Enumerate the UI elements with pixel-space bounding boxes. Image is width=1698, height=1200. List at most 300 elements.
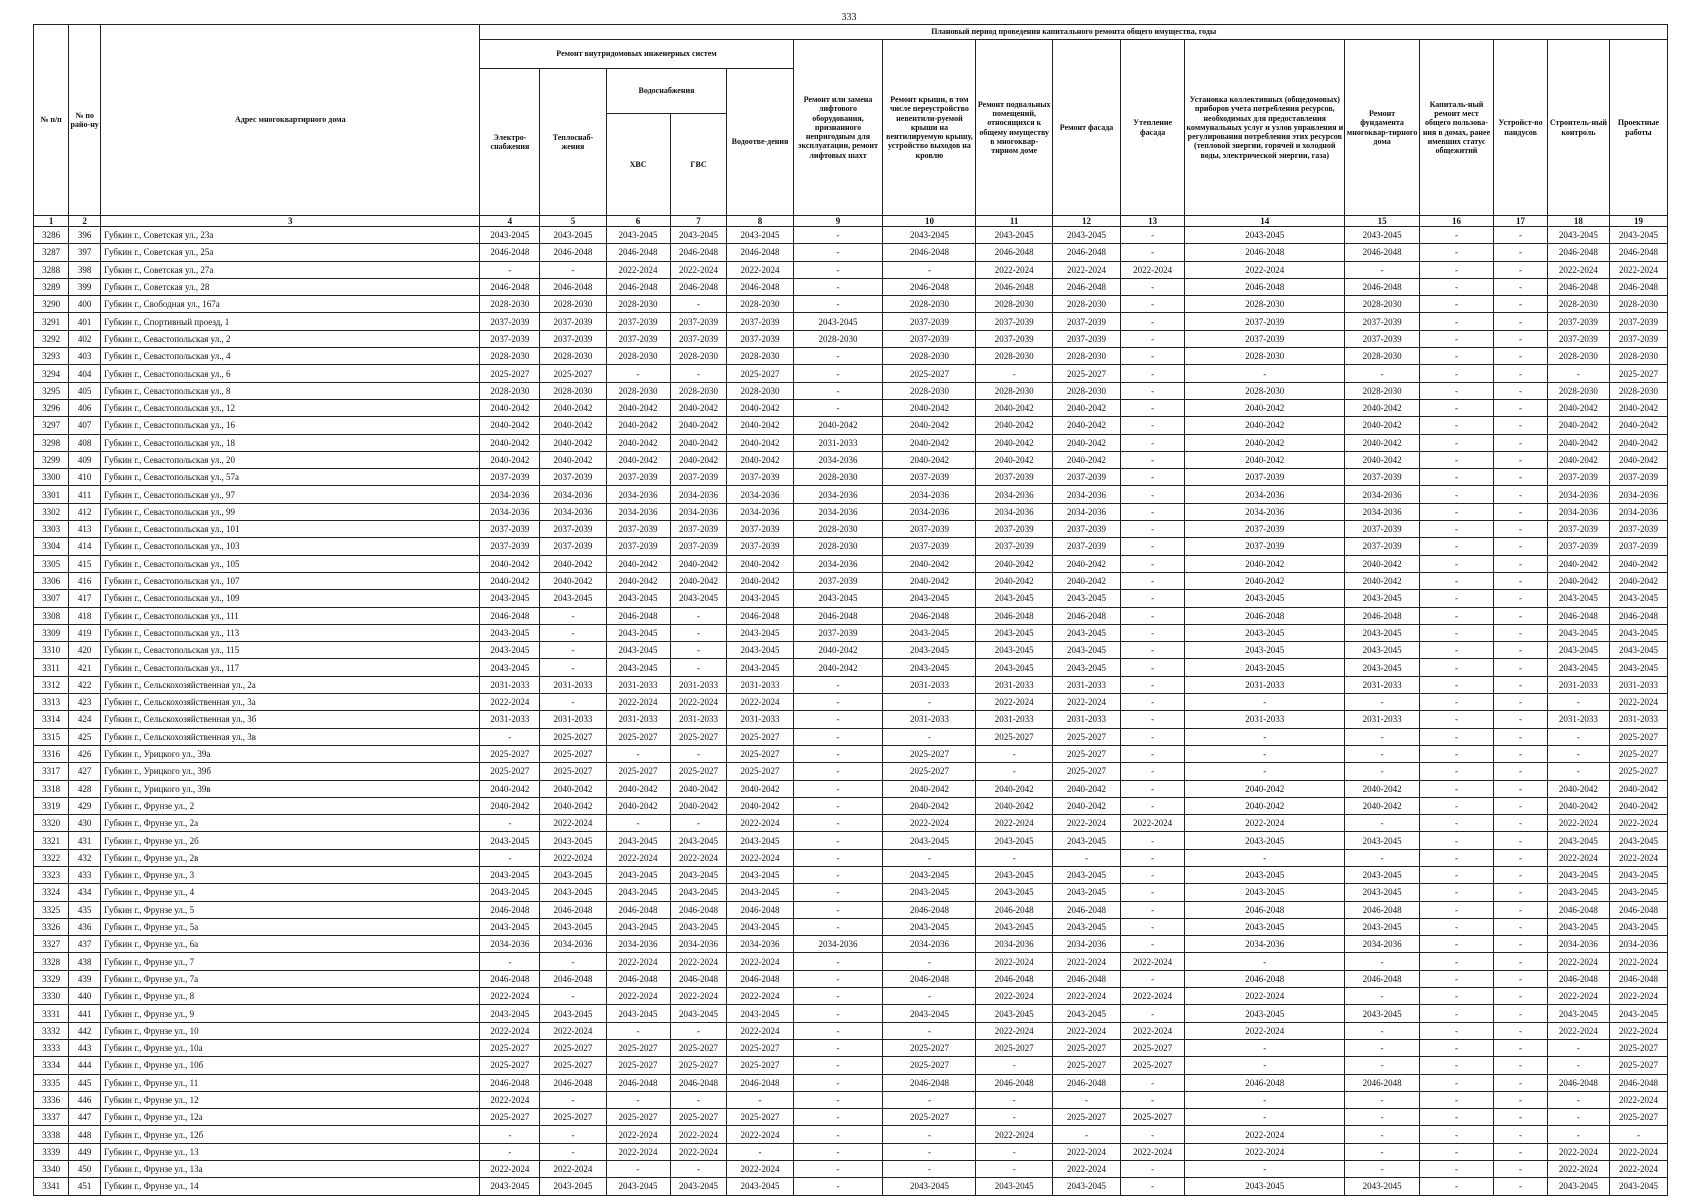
table-row	[34, 901, 1668, 918]
period-cell: -	[1419, 1005, 1493, 1022]
period-cell: -	[606, 365, 670, 382]
period-cell: 2034-2036	[793, 555, 883, 572]
period-cell: 2034-2036	[1185, 936, 1345, 953]
period-cell: 2025-2027	[1121, 1057, 1185, 1074]
period-cell: -	[793, 278, 883, 295]
period-cell: 2028-2030	[1609, 382, 1667, 399]
period-cell: 2022-2024	[727, 988, 793, 1005]
row-number-cell: 3324	[34, 884, 69, 901]
address-cell: Губкин г., Севастопольская ул., 109	[101, 590, 480, 607]
address-cell: Губкин г., Севастопольская ул., 117	[101, 659, 480, 676]
period-cell: 2043-2045	[883, 1178, 976, 1195]
period-cell: -	[1185, 1057, 1345, 1074]
period-cell: 2040-2042	[727, 780, 793, 797]
period-cell: 2043-2045	[1547, 866, 1609, 883]
period-cell: 2037-2039	[727, 538, 793, 555]
period-cell: 2034-2036	[1609, 486, 1667, 503]
address-cell: Губкин г., Фрунзе ул., 12	[101, 1091, 480, 1108]
address-cell: Губкин г., Фрунзе ул., 12а	[101, 1109, 480, 1126]
period-cell: -	[1185, 728, 1345, 745]
period-cell: 2040-2042	[606, 555, 670, 572]
district-number-cell: 410	[69, 469, 101, 486]
period-cell: -	[1419, 348, 1493, 365]
period-cell: 2043-2045	[976, 624, 1052, 641]
district-number-cell: 431	[69, 832, 101, 849]
row-number-cell: 3308	[34, 607, 69, 624]
period-cell: -	[1419, 728, 1493, 745]
period-cell: 2046-2048	[1547, 970, 1609, 987]
period-cell: 2031-2033	[1609, 711, 1667, 728]
period-cell: -	[1185, 763, 1345, 780]
row-number-cell: 3292	[34, 330, 69, 347]
period-cell: 2040-2042	[1609, 417, 1667, 434]
period-cell: -	[793, 763, 883, 780]
period-cell: 2043-2045	[1185, 642, 1345, 659]
district-number-cell: 427	[69, 763, 101, 780]
period-cell: 2028-2030	[1185, 382, 1345, 399]
period-cell: 2043-2045	[1609, 1178, 1667, 1195]
district-number-cell: 396	[69, 227, 101, 244]
period-cell: -	[1121, 1091, 1185, 1108]
period-cell: 2046-2048	[1609, 970, 1667, 987]
period-cell: 2031-2033	[1052, 711, 1120, 728]
period-cell: -	[540, 1143, 606, 1160]
period-cell: 2031-2033	[1052, 676, 1120, 693]
period-cell: 2028-2030	[1185, 296, 1345, 313]
period-cell: 2046-2048	[1185, 607, 1345, 624]
period-cell: 2028-2030	[480, 296, 540, 313]
period-cell: 2043-2045	[1185, 918, 1345, 935]
period-cell: -	[793, 815, 883, 832]
period-cell: -	[1345, 694, 1419, 711]
period-cell: 2043-2045	[1345, 642, 1419, 659]
table-row	[34, 555, 1668, 572]
table-header	[34, 25, 1668, 227]
period-cell: -	[793, 1022, 883, 1039]
header-construction-control: Строитель-ный контроль	[1547, 40, 1609, 216]
period-cell: 2034-2036	[670, 486, 727, 503]
period-cell: 2043-2045	[883, 866, 976, 883]
period-cell: 2025-2027	[883, 1057, 976, 1074]
period-cell: -	[883, 849, 976, 866]
period-cell: 2034-2036	[670, 936, 727, 953]
period-cell: -	[540, 953, 606, 970]
period-cell: 2022-2024	[480, 694, 540, 711]
period-cell: 2028-2030	[1547, 348, 1609, 365]
period-cell: 2022-2024	[670, 1143, 727, 1160]
period-cell: 2040-2042	[727, 797, 793, 814]
period-cell: 2022-2024	[1052, 815, 1120, 832]
period-cell: 2040-2042	[540, 797, 606, 814]
period-cell: 2028-2030	[1345, 296, 1419, 313]
period-cell: 2037-2039	[1609, 330, 1667, 347]
period-cell: 2025-2027	[1121, 1109, 1185, 1126]
period-cell: -	[1121, 745, 1185, 762]
period-cell: -	[1419, 417, 1493, 434]
period-cell: -	[793, 348, 883, 365]
column-number: 8	[727, 216, 793, 227]
period-cell: 2022-2024	[1121, 988, 1185, 1005]
period-cell: 2046-2048	[480, 278, 540, 295]
period-cell: 2037-2039	[480, 330, 540, 347]
period-cell: -	[1494, 918, 1548, 935]
table-row	[34, 296, 1668, 313]
header-planned-period: Плановый период проведения капитального ремонта общего имущества, годы	[480, 25, 1668, 40]
period-cell: -	[1494, 555, 1548, 572]
period-cell: 2022-2024	[1121, 1022, 1185, 1039]
period-cell: -	[606, 745, 670, 762]
row-number-cell: 3315	[34, 728, 69, 745]
header-hot-water: ГВС	[670, 114, 727, 216]
period-cell: 2043-2045	[1609, 590, 1667, 607]
period-cell: -	[1494, 936, 1548, 953]
period-cell: 2031-2033	[1185, 711, 1345, 728]
period-cell: -	[883, 1022, 976, 1039]
table-row	[34, 607, 1668, 624]
period-cell: -	[1121, 227, 1185, 244]
period-cell: 2040-2042	[1052, 555, 1120, 572]
period-cell: 2043-2045	[1609, 659, 1667, 676]
period-cell: 2025-2027	[480, 1109, 540, 1126]
period-cell: -	[670, 296, 727, 313]
period-cell: -	[976, 1091, 1052, 1108]
period-cell: 2022-2024	[727, 694, 793, 711]
column-number: 12	[1052, 216, 1120, 227]
period-cell: -	[1121, 1126, 1185, 1143]
period-cell: 2034-2036	[976, 503, 1052, 520]
period-cell: 2037-2039	[1185, 313, 1345, 330]
district-number-cell: 438	[69, 953, 101, 970]
period-cell: 2031-2033	[976, 676, 1052, 693]
period-cell: 2025-2027	[1052, 728, 1120, 745]
period-cell: 2043-2045	[727, 832, 793, 849]
period-cell: 2025-2027	[727, 728, 793, 745]
district-number-cell: 415	[69, 555, 101, 572]
period-cell: 2046-2048	[1052, 244, 1120, 261]
period-cell: -	[1185, 1039, 1345, 1056]
period-cell: 2022-2024	[1052, 1143, 1120, 1160]
period-cell: 2046-2048	[1609, 278, 1667, 295]
period-cell: 2040-2042	[1052, 399, 1120, 416]
period-cell: 2043-2045	[540, 918, 606, 935]
address-cell: Губкин г., Севастопольская ул., 12	[101, 399, 480, 416]
period-cell: -	[793, 866, 883, 883]
period-cell: -	[1419, 866, 1493, 883]
period-cell: 2043-2045	[1609, 227, 1667, 244]
row-number-cell: 3307	[34, 590, 69, 607]
period-cell: 2022-2024	[540, 815, 606, 832]
period-cell: 2043-2045	[1609, 884, 1667, 901]
period-cell: -	[1185, 849, 1345, 866]
row-number-cell: 3328	[34, 953, 69, 970]
period-cell: -	[1419, 451, 1493, 468]
period-cell: 2040-2042	[976, 797, 1052, 814]
period-cell: 2022-2024	[1052, 694, 1120, 711]
table-row	[34, 918, 1668, 935]
period-cell: -	[1494, 451, 1548, 468]
period-cell: 2040-2042	[883, 780, 976, 797]
period-cell: -	[1419, 1091, 1493, 1108]
row-number-cell: 3318	[34, 780, 69, 797]
period-cell: 2022-2024	[606, 849, 670, 866]
column-number: 17	[1494, 216, 1548, 227]
address-cell: Губкин г., Советская ул., 23а	[101, 227, 480, 244]
row-number-cell: 3305	[34, 555, 69, 572]
table-row	[34, 1074, 1668, 1091]
period-cell: 2025-2027	[883, 1039, 976, 1056]
period-cell: -	[1419, 296, 1493, 313]
period-cell: 2028-2030	[1547, 296, 1609, 313]
period-cell: 2046-2048	[727, 901, 793, 918]
period-cell: 2043-2045	[670, 866, 727, 883]
address-cell: Губкин г., Севастопольская ул., 105	[101, 555, 480, 572]
period-cell: 2028-2030	[1609, 348, 1667, 365]
district-number-cell: 450	[69, 1161, 101, 1178]
row-number-cell: 3331	[34, 1005, 69, 1022]
period-cell: 2037-2039	[670, 330, 727, 347]
period-cell: 2022-2024	[1547, 1161, 1609, 1178]
row-number-cell: 3333	[34, 1039, 69, 1056]
period-cell: 2022-2024	[606, 953, 670, 970]
period-cell: 2028-2030	[480, 382, 540, 399]
period-cell: 2025-2027	[670, 1109, 727, 1126]
header-drainage: Водоотве-дения	[727, 69, 793, 216]
period-cell: 2040-2042	[606, 399, 670, 416]
period-cell: 2040-2042	[883, 399, 976, 416]
period-cell: 2040-2042	[883, 434, 976, 451]
period-cell: 2037-2039	[1345, 538, 1419, 555]
row-number-cell: 3300	[34, 469, 69, 486]
period-cell: -	[1494, 1022, 1548, 1039]
period-cell: 2043-2045	[1609, 624, 1667, 641]
period-cell: -	[1345, 1091, 1419, 1108]
period-cell: 2025-2027	[1052, 1039, 1120, 1056]
period-cell: 2037-2039	[1345, 330, 1419, 347]
capital-repair-table	[33, 24, 1668, 1196]
period-cell: 2043-2045	[1547, 832, 1609, 849]
header-water-supply: Водоснабжения	[606, 69, 727, 114]
row-number-cell: 3288	[34, 261, 69, 278]
period-cell: 2022-2024	[1547, 1022, 1609, 1039]
district-number-cell: 437	[69, 936, 101, 953]
period-cell: -	[1121, 296, 1185, 313]
period-cell: -	[670, 642, 727, 659]
period-cell: 2040-2042	[1547, 434, 1609, 451]
period-cell: 2028-2030	[540, 296, 606, 313]
period-cell: 2040-2042	[976, 399, 1052, 416]
period-cell: -	[793, 988, 883, 1005]
period-cell: 2025-2027	[883, 745, 976, 762]
period-cell: 2043-2045	[976, 659, 1052, 676]
row-number-cell: 3290	[34, 296, 69, 313]
row-number-cell: 3287	[34, 244, 69, 261]
period-cell: 2025-2027	[976, 728, 1052, 745]
period-cell: 2025-2027	[670, 728, 727, 745]
period-cell: 2028-2030	[976, 348, 1052, 365]
district-number-cell: 425	[69, 728, 101, 745]
period-cell: 2043-2045	[480, 624, 540, 641]
period-cell: -	[1345, 1057, 1419, 1074]
period-cell: 2043-2045	[727, 590, 793, 607]
period-cell: 2022-2024	[1547, 953, 1609, 970]
period-cell: -	[793, 711, 883, 728]
period-cell: 2043-2045	[480, 1178, 540, 1195]
period-cell: 2040-2042	[670, 434, 727, 451]
period-cell: -	[1494, 313, 1548, 330]
period-cell: 2025-2027	[883, 365, 976, 382]
period-cell: -	[1419, 278, 1493, 295]
period-cell: 2046-2048	[727, 278, 793, 295]
period-cell: 2031-2033	[540, 711, 606, 728]
period-cell: -	[793, 694, 883, 711]
period-cell: 2034-2036	[727, 936, 793, 953]
table-row	[34, 590, 1668, 607]
period-cell: -	[1121, 936, 1185, 953]
address-cell: Губкин г., Фрунзе ул., 2	[101, 797, 480, 814]
period-cell: 2043-2045	[883, 884, 976, 901]
period-cell: -	[1185, 1161, 1345, 1178]
period-cell: 2040-2042	[606, 451, 670, 468]
district-number-cell: 423	[69, 694, 101, 711]
period-cell: 2040-2042	[670, 417, 727, 434]
period-cell: 2037-2039	[606, 330, 670, 347]
period-cell: 2040-2042	[670, 399, 727, 416]
period-cell: -	[1494, 659, 1548, 676]
period-cell: 2040-2042	[1609, 434, 1667, 451]
period-cell: 2022-2024	[670, 261, 727, 278]
period-cell: 2022-2024	[1609, 1161, 1667, 1178]
period-cell: 2043-2045	[1609, 1005, 1667, 1022]
period-cell: 2043-2045	[883, 918, 976, 935]
period-cell: 2043-2045	[1547, 1005, 1609, 1022]
period-cell: 2043-2045	[727, 918, 793, 935]
district-number-cell: 402	[69, 330, 101, 347]
period-cell: -	[793, 953, 883, 970]
address-cell: Губкин г., Фрунзе ул., 7	[101, 953, 480, 970]
row-number-cell: 3322	[34, 849, 69, 866]
period-cell: 2040-2042	[606, 780, 670, 797]
table-row	[34, 659, 1668, 676]
period-cell: 2040-2042	[727, 399, 793, 416]
period-cell: -	[540, 1091, 606, 1108]
period-cell: 2043-2045	[976, 884, 1052, 901]
period-cell: 2037-2039	[1345, 313, 1419, 330]
period-cell: 2034-2036	[1052, 486, 1120, 503]
period-cell: 2046-2048	[1185, 1074, 1345, 1091]
period-cell: 2031-2033	[727, 711, 793, 728]
period-cell: 2022-2024	[1547, 261, 1609, 278]
period-cell: 2046-2048	[976, 244, 1052, 261]
period-cell: -	[1419, 624, 1493, 641]
address-cell: Губкин г., Урицкого ул., 39а	[101, 745, 480, 762]
period-cell: 2043-2045	[540, 590, 606, 607]
period-cell: -	[1494, 970, 1548, 987]
period-cell: 2043-2045	[1547, 884, 1609, 901]
header-meters: Установка коллективных (общедомовых) приборов учета потребления ресурсов, необходимых для предоставления коммунальных услуг и узлов управления и регулирования потребления этих ресурсов (тепловой энергии, горячей и холодной воды, электрической энергии, газа)	[1185, 40, 1345, 216]
period-cell: 2040-2042	[1052, 451, 1120, 468]
period-cell: 2043-2045	[1345, 590, 1419, 607]
period-cell: 2025-2027	[670, 763, 727, 780]
table-row	[34, 797, 1668, 814]
period-cell: -	[1494, 227, 1548, 244]
period-cell: -	[793, 399, 883, 416]
period-cell: 2028-2030	[883, 348, 976, 365]
period-cell: 2034-2036	[1185, 486, 1345, 503]
period-cell: 2031-2033	[480, 676, 540, 693]
table-row	[34, 676, 1668, 693]
period-cell: 2037-2039	[1609, 469, 1667, 486]
period-cell: 2037-2039	[883, 521, 976, 538]
period-cell: 2040-2042	[1345, 434, 1419, 451]
period-cell: 2046-2048	[1547, 278, 1609, 295]
period-cell: -	[1494, 745, 1548, 762]
period-cell: 2040-2042	[1547, 399, 1609, 416]
table-row	[34, 503, 1668, 520]
period-cell: -	[1494, 866, 1548, 883]
period-cell: 2043-2045	[793, 590, 883, 607]
row-number-cell: 3340	[34, 1161, 69, 1178]
period-cell: -	[1419, 815, 1493, 832]
address-cell: Губкин г., Сельскохозяйственная ул., 3в	[101, 728, 480, 745]
period-cell: -	[1121, 970, 1185, 987]
period-cell: -	[1494, 1091, 1548, 1108]
period-cell: 2040-2042	[1609, 451, 1667, 468]
period-cell: -	[1121, 382, 1185, 399]
period-cell: 2025-2027	[727, 1109, 793, 1126]
period-cell: 2031-2033	[1185, 676, 1345, 693]
period-cell: -	[1419, 694, 1493, 711]
district-number-cell: 436	[69, 918, 101, 935]
period-cell: -	[1419, 642, 1493, 659]
period-cell: 2022-2024	[727, 815, 793, 832]
address-cell: Губкин г., Севастопольская ул., 20	[101, 451, 480, 468]
period-cell: 2043-2045	[1345, 884, 1419, 901]
period-cell: 2025-2027	[540, 365, 606, 382]
period-cell: -	[1121, 763, 1185, 780]
period-cell: -	[540, 988, 606, 1005]
period-cell: 2028-2030	[1052, 348, 1120, 365]
period-cell: -	[1185, 694, 1345, 711]
table-row	[34, 1091, 1668, 1108]
period-cell: -	[793, 676, 883, 693]
period-cell: -	[1494, 642, 1548, 659]
period-cell: -	[1121, 676, 1185, 693]
period-cell: 2046-2048	[1185, 970, 1345, 987]
period-cell: 2037-2039	[1052, 521, 1120, 538]
period-cell: 2022-2024	[606, 988, 670, 1005]
period-cell: -	[1121, 486, 1185, 503]
period-cell: 2034-2036	[480, 503, 540, 520]
period-cell: 2031-2033	[883, 676, 976, 693]
period-cell: -	[1121, 884, 1185, 901]
period-cell: 2037-2039	[1052, 330, 1120, 347]
period-cell: 2025-2027	[606, 1057, 670, 1074]
period-cell: -	[793, 1039, 883, 1056]
row-number-cell: 3309	[34, 624, 69, 641]
period-cell: 2043-2045	[1185, 659, 1345, 676]
period-cell: -	[1121, 330, 1185, 347]
column-number: 4	[480, 216, 540, 227]
period-cell: 2043-2045	[793, 313, 883, 330]
period-cell: 2043-2045	[1609, 642, 1667, 659]
period-cell: 2046-2048	[883, 278, 976, 295]
period-cell: 2037-2039	[883, 469, 976, 486]
period-cell: 2043-2045	[670, 1005, 727, 1022]
row-number-cell: 3310	[34, 642, 69, 659]
district-number-cell: 445	[69, 1074, 101, 1091]
period-cell: 2025-2027	[883, 1109, 976, 1126]
row-number-cell: 3321	[34, 832, 69, 849]
